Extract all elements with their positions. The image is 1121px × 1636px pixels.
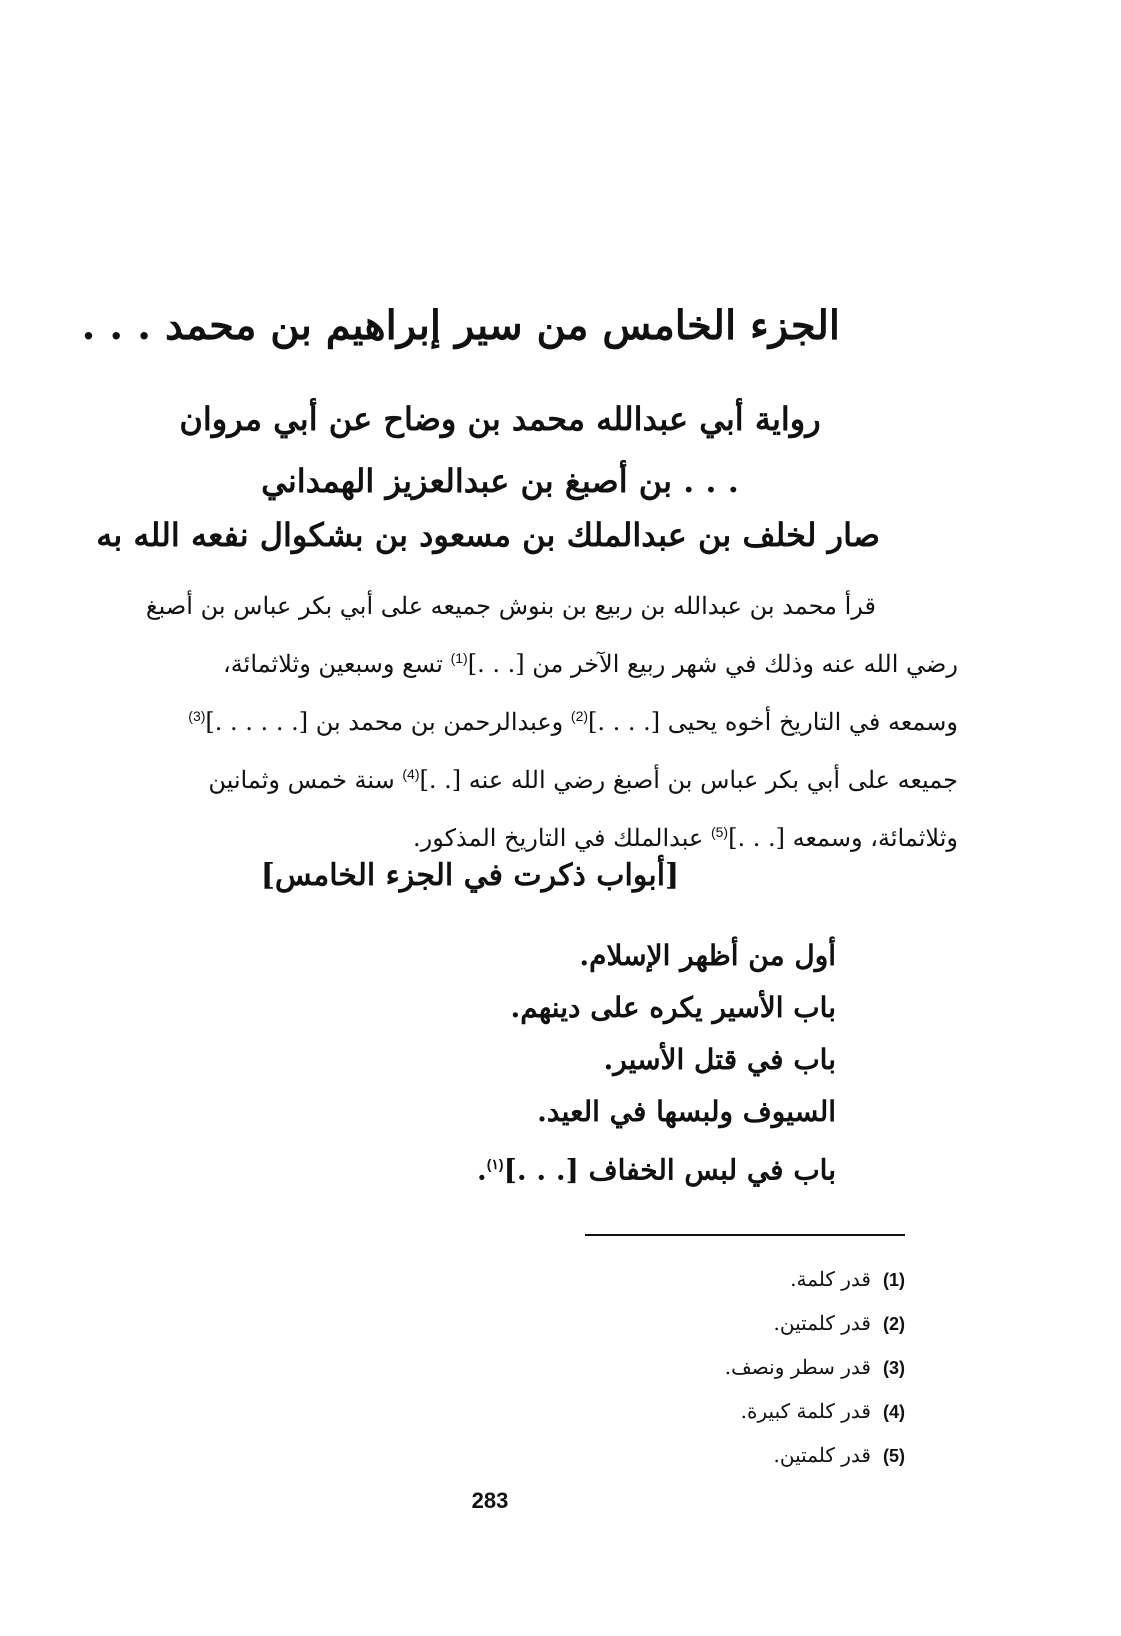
footnote-divider [585,1234,905,1236]
chapter-list [376,930,836,1196]
chapter-item: السيوف ولبسها في العيد. [537,1095,836,1128]
intro-line-3: وسمعه في التاريخ أخوه يحيى [. . . .]$^{(2)}$ وعبدالرحمن بن محمد بن [. . . . . .]$^{(3)}$ [188,708,958,736]
chapter-item: أول من أظهر الإسلام. [579,939,836,972]
footnote-ref: (1) [450,650,468,666]
footnote-ref: (١) [486,1156,504,1172]
section-heading: [أبواب ذكرت في الجزء الخامس] [260,858,680,893]
intro-line-4: جميعه على أبي بكر عباس بن أصبغ رضي الله عنه [. .]$^{(4)}$ سنة خمس وثمانين [208,766,958,794]
narration-line-1: رواية أبي عبدالله محمد بن وضاح عن أبي مروان [179,400,821,438]
footnote-item: (3)قدر سطر ونصف. [724,1355,905,1379]
footnote-ref: (2) [570,708,589,724]
narration-line-3: صار لخلف بن عبدالملك بن مسعود بن بشكوال نفعه الله به [96,516,880,554]
chapter-item: باب في لبس الخفاف [. . .]$^{(١)}$. [476,1153,836,1187]
chapter-item: باب في قتل الأسير. [603,1043,836,1076]
footnote-ref: (4) [402,766,420,782]
narration-line-2: . . . بن أصبغ بن عبدالعزيز الهمداني [261,462,739,500]
intro-line-1: قرأ محمد بن عبدالله بن ربيع بن بنوش جميعه على أبي بكر عباس بن أصبغ [145,592,876,620]
chapter-item: باب الأسير يكره على دينهم. [510,991,836,1024]
footnote-item: (2)قدر كلمتين. [773,1311,905,1335]
part-title: الجزء الخامس من سير إبراهيم بن محمد . . . [81,302,840,349]
page-number: 283 [471,1488,509,1513]
intro-line-5: وثلاثمائة، وسمعه [. . .]$^{(5)}$ عبدالملك في التاريخ المذكور. [412,824,958,852]
footnote-item: (4)قدر كلمة كبيرة. [740,1399,905,1423]
intro-paragraph [58,580,958,864]
footnote-item: (1)قدر كلمة. [790,1267,905,1291]
footnote-ref: (3) [188,708,206,724]
intro-line-2: رضي الله عنه وذلك في شهر ربيع الآخر من [. . .]$^{(1)}$ تسع وسبعين وثلاثمائة، [223,650,958,678]
footnote-item: (5)قدر كلمتين. [773,1443,905,1467]
footnotes [545,1258,905,1478]
footnote-ref: (5) [710,824,729,840]
